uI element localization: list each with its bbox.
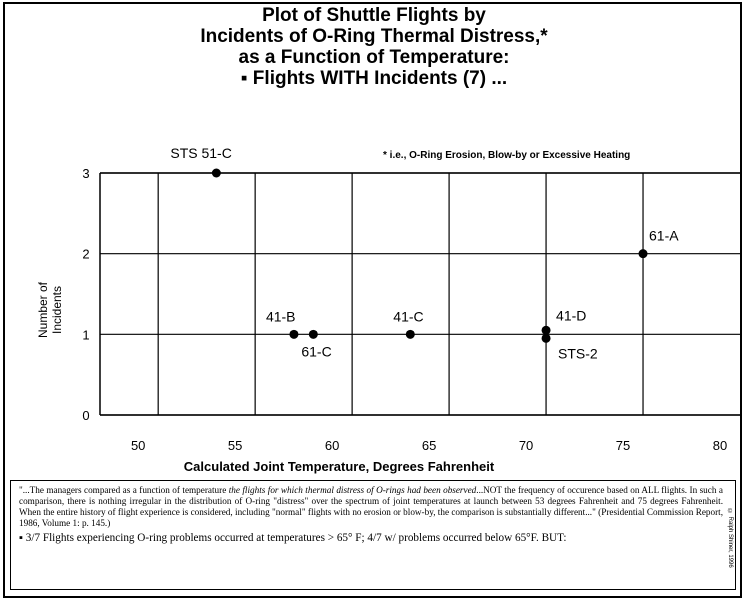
point-label-41-c: 41-C [393, 308, 424, 325]
x-tick-label-60: 60 [324, 438, 340, 453]
point-41-d [542, 326, 551, 335]
title-line-4: ▪ Flights WITH Incidents (7) ... [240, 68, 508, 89]
title-line-1: Plot of Shuttle Flights by [262, 5, 486, 26]
point-label-61-c: 61-C [301, 343, 332, 360]
point-label-61-a: 61-A [649, 227, 679, 244]
quote-part-3: ...NOT the frequency of occurence based on ALL flights. In such a comparison, there is nothing irregular in the distribution of O-ring "distress" over the spectrum of joint temperatures at launch between 53 degrees Fahrenheit and 75 degrees Fahrenheit. When the entire history of flight experience is considered, including "normal" flights with no erosion or blow-by, the comparison is substantially different..." (Presidential Commission Report, 1986, Volume 1: p. 145.) [19, 485, 723, 528]
x-tick-label-55: 55 [227, 438, 243, 453]
y-tick-label-1: 1 [82, 327, 90, 343]
y-tick-label-0: 0 [82, 408, 90, 423]
x-tick-label-50: 50 [130, 438, 146, 453]
point-sts-2 [542, 334, 551, 343]
point-sts-51-c [212, 169, 221, 178]
chart-footnote: * i.e., O-Ring Erosion, Blow-by or Excessive Heating [383, 150, 631, 161]
point-label-sts-51-c: STS 51-C [170, 145, 232, 161]
point-61-c [309, 330, 318, 339]
x-tick-label-80: 80 [712, 438, 728, 453]
copyright-text: © Ralph Shiner, 1996 [727, 509, 733, 568]
x-tick-label-70: 70 [518, 438, 534, 453]
y-tick-labels [82, 166, 89, 423]
y-tick-label-2: 2 [82, 246, 90, 262]
point-41-c [406, 330, 415, 339]
x-tick-labels [131, 438, 727, 453]
quote-part-2-italic: the flights for which thermal distress of O-rings had been observed [228, 485, 477, 495]
quote-part-1: "...The managers compared as a function of temperature [19, 485, 229, 495]
summary-text: ▪ 3/7 Flights experiencing O-ring problems occurred at temperatures > 65° F; 4/7 w/ problems occurred below 65°F. BUT: [19, 532, 567, 544]
title-line-2: Incidents of O-Ring Thermal Distress,* [200, 26, 548, 47]
y-tick-label-3: 3 [82, 166, 90, 181]
point-41-b [289, 330, 298, 339]
point-label-41-b: 41-B [265, 308, 296, 325]
commission-quote-box [10, 480, 736, 590]
point-label-sts-2: STS-2 [558, 345, 598, 362]
point-61-a [639, 249, 648, 258]
x-axis-label: Calculated Joint Temperature, Degrees Fahrenheit [183, 459, 495, 474]
chart-grid [100, 173, 740, 415]
point-label-41-d: 41-D [556, 307, 587, 324]
commission-quote [19, 485, 723, 529]
y-axis-label-line-1: Number of [36, 281, 50, 339]
y-axis-label-line-2: Incidents [50, 285, 64, 335]
x-tick-label-65: 65 [421, 438, 437, 453]
x-tick-label-75: 75 [615, 438, 631, 453]
title-line-3: as a Function of Temperature: [238, 47, 510, 68]
